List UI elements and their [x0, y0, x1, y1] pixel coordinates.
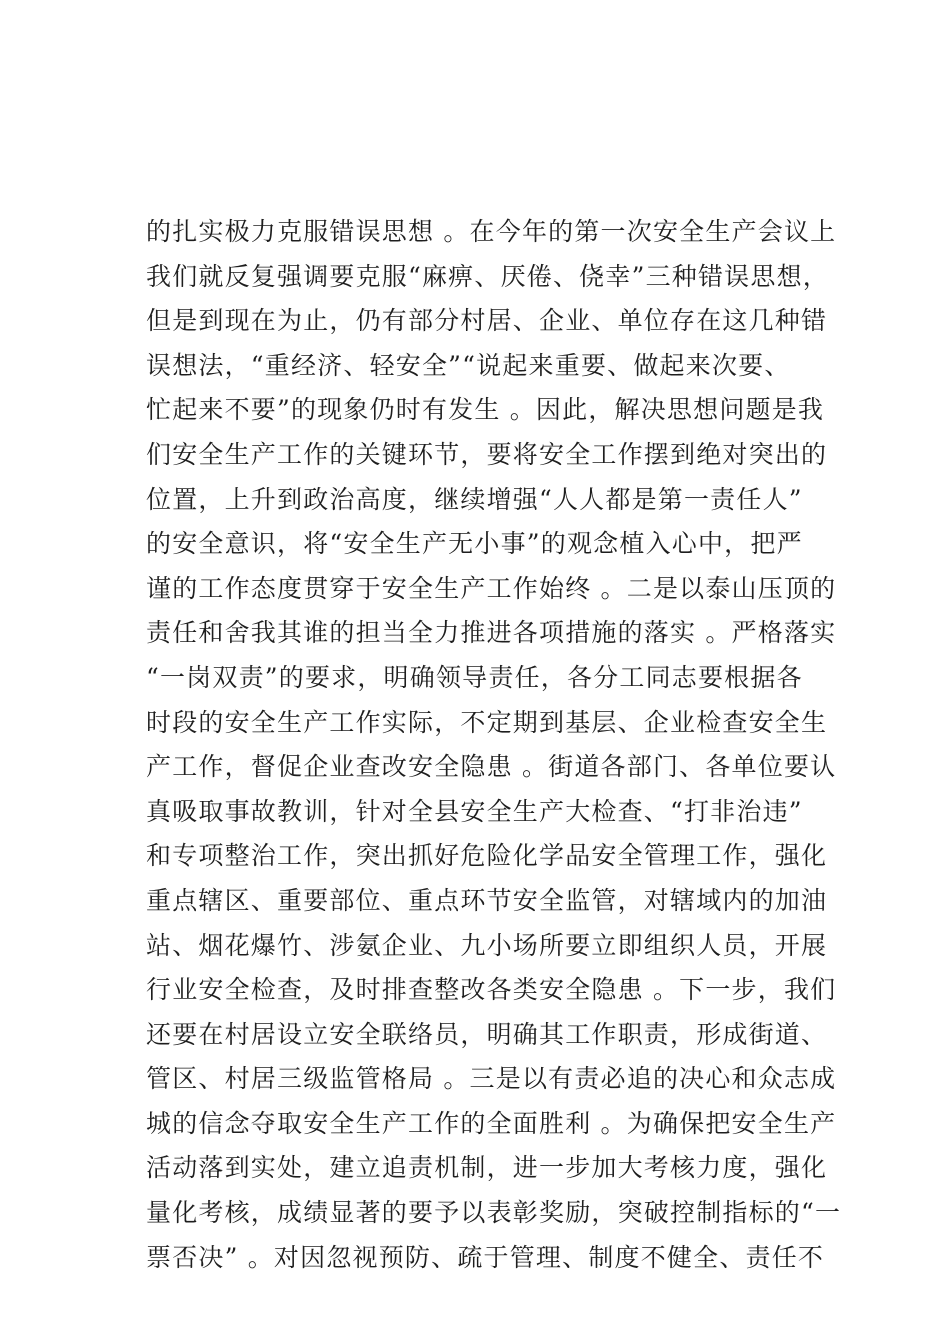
- text-line-20: 管区、村居三级监管格局 。三是以有责必追的决心和众志成: [146, 1064, 837, 1094]
- text-line-22: 活动落到实处，建立追责机制，进一步加大考核力度，强化: [146, 1153, 828, 1183]
- text-line-7: 位置，上升到政治高度，继续增强“人人都是第一责任人”: [146, 484, 803, 514]
- text-line-16: 重点辖区、重要部位、重点环节安全监管，对辖域内的加油: [146, 885, 828, 915]
- text-line-12: 时段的安全生产工作实际，不定期到基层、企业检查安全生: [146, 707, 828, 737]
- text-line-1: 的扎实极力克服错误思想 。在今年的第一次安全生产会议上: [146, 217, 837, 246]
- text-line-21: 城的信念夺取安全生产工作的全面胜利 。为确保把安全生产: [146, 1108, 837, 1138]
- text-line-13: 产工作，督促企业查改安全隐患 。街道各部门、各单位要认: [146, 752, 837, 782]
- text-line-8: 的安全意识，将“安全生产无小事”的观念植入心中，把严: [146, 529, 803, 559]
- text-line-24: 票否决” 。对因忽视预防、疏于管理、制度不健全、责任不: [146, 1242, 825, 1272]
- text-line-3: 但是到现在为止，仍有部分村居、企业、单位存在这几种错: [146, 306, 828, 336]
- text-line-17: 站、烟花爆竹、涉氨企业、九小场所要立即组织人员，开展: [146, 930, 828, 960]
- text-line-14: 真吸取事故教训，针对全县安全生产大检查、“打非治违”: [146, 796, 803, 826]
- text-line-18: 行业安全检查，及时排查整改各类安全隐患 。下一步，我们: [146, 975, 837, 1005]
- text-line-23: 量化考核，成绩显著的要予以表彰奖励，突破控制指标的“一: [146, 1198, 842, 1228]
- text-line-11: “一岗双责”的要求，明确领导责任，各分工同志要根据各: [146, 662, 803, 692]
- text-line-4: 误想法，“重经济、轻安全”“说起来重要、做起来次要、: [146, 350, 791, 380]
- text-line-15: 和专项整治工作，突出抓好危险化学品安全管理工作，强化: [146, 841, 828, 871]
- text-line-9: 谨的工作态度贯穿于安全生产工作始终 。二是以泰山压顶的: [146, 573, 837, 603]
- text-line-5: 忙起来不要”的现象仍时有发生 。因此，解决思想问题是我: [146, 395, 825, 425]
- text-line-19: 还要在村居设立安全联络员，明确其工作职责，形成街道、: [146, 1019, 828, 1049]
- text-line-6: 们安全生产工作的关键环节，要将安全工作摆到绝对突出的: [146, 439, 828, 469]
- text-line-10: 责任和舍我其谁的担当全力推进各项措施的落实 。严格落实: [146, 618, 837, 648]
- text-line-2: 我们就反复强调要克服“麻痹、厌倦、侥幸”三种错误思想，: [146, 261, 829, 291]
- body-text: [146, 210, 842, 1280]
